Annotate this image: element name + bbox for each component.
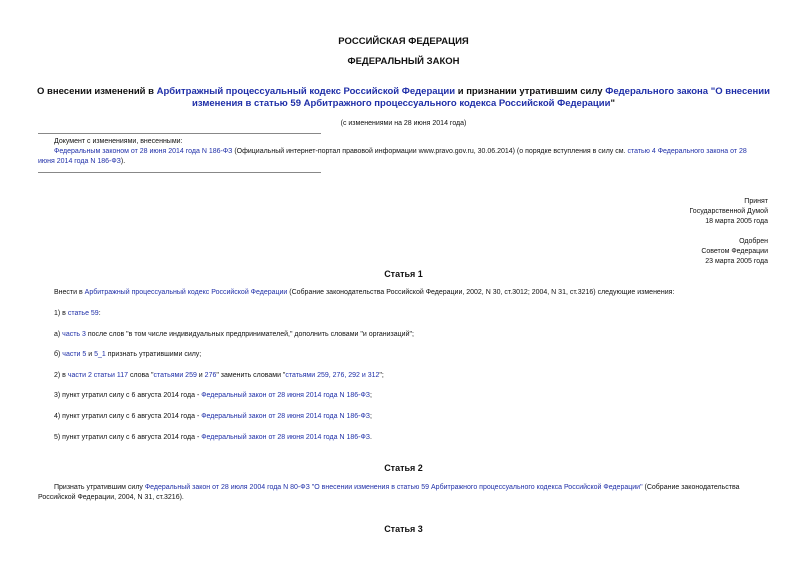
a1-item-1 xyxy=(54,309,101,319)
a1-intro-text-a: Внести в xyxy=(54,289,85,296)
article-2-heading: Статья 2 xyxy=(384,463,423,473)
approved-label: Одобрен xyxy=(739,238,768,245)
a1-item-5-text-b: . xyxy=(370,434,372,441)
a1-item-a xyxy=(54,330,414,340)
changes-link-article4-part1[interactable]: статью 4 Федерального закона от 28 xyxy=(627,148,747,155)
a1-item-2-link-1[interactable]: части 2 статьи 117 xyxy=(67,372,129,379)
article-1-heading: Статья 1 xyxy=(384,269,423,279)
a1-intro-text-b: (Собрание законодательства Российской Федерации, 2002, N 30, ст.3012; 2004, N 31, ст.3216) следующие изменения: xyxy=(287,289,675,296)
a1-item-2-link-2[interactable]: статьями 259 xyxy=(153,372,197,379)
title-text-2: и признании утратившим силу xyxy=(455,86,606,97)
title-text-1: О внесении изменений в xyxy=(37,86,157,97)
article-1-intro xyxy=(54,288,774,298)
country-heading: РОССИЙСКАЯ ФЕДЕРАЦИЯ xyxy=(338,36,469,47)
changes-heading: Документ с изменениями, внесенными: xyxy=(54,138,183,145)
changes-text-1: (Официальный интернет-портал правовой информации www.pravo.gov.ru, 30.06.2014) (о порядке вступления в силу см. xyxy=(232,148,628,155)
a1-item-a-link[interactable]: часть 3 xyxy=(62,331,86,338)
a1-item-1-text-b: : xyxy=(98,310,101,317)
divider-top xyxy=(38,133,321,134)
a1-item-b-text-a: б) xyxy=(54,351,63,358)
a1-item-4-link[interactable]: Федеральный закон от 28 июня 2014 года N 186-ФЗ xyxy=(201,413,371,420)
a1-item-4-text-a: 4) пункт утратил силу с 6 августа 2014 года - xyxy=(54,413,202,420)
a1-item-3-text-b: ; xyxy=(370,392,372,399)
title-link-fz-part2[interactable]: изменения в статью 59 Арбитражного процессуального кодекса Российской Федерации xyxy=(192,98,611,109)
title-link-apk[interactable]: Арбитражный процессуальный кодекс Российской Федерации xyxy=(156,86,456,97)
edition-note: (с изменениями на 28 июня 2014 года) xyxy=(340,120,467,127)
a2-text-c: Российской Федерации, 2004, N 31, ст.3216). xyxy=(38,494,184,501)
a1-item-5 xyxy=(54,433,372,443)
law-type-heading: ФЕДЕРАЛЬНЫЙ ЗАКОН xyxy=(347,56,460,67)
adopted-label: Принят xyxy=(744,198,768,205)
a1-item-4-text-b: ; xyxy=(370,413,372,420)
changes-link-186fz[interactable]: Федеральным законом от 28 июня 2014 года N 186-ФЗ xyxy=(54,148,233,155)
a1-item-b-text-b: признать утратившими силу; xyxy=(105,351,202,358)
a1-item-2-link-4[interactable]: статьями 259, 276, 292 и 312 xyxy=(285,372,380,379)
a1-item-a-text-a: а) xyxy=(54,331,63,338)
a1-item-1-text-a: 1) в xyxy=(54,310,68,317)
changes-text-2: ). xyxy=(120,158,126,165)
a1-item-3 xyxy=(54,391,372,401)
a1-item-2-text-e: "; xyxy=(379,372,384,379)
changes-link-article4-part2[interactable]: июня 2014 года N 186-ФЗ xyxy=(38,158,121,165)
a1-item-4 xyxy=(54,412,372,422)
approved-date: 23 марта 2005 года xyxy=(705,258,768,265)
a1-intro-link-apk[interactable]: Арбитражный процессуальный кодекс Российской Федерации xyxy=(84,289,288,296)
approved-by: Советом Федерации xyxy=(701,248,768,255)
a1-item-b-text-mid: и xyxy=(86,351,95,358)
adoption-block xyxy=(500,197,768,267)
a1-item-3-text-a: 3) пункт утратил силу с 6 августа 2014 года - xyxy=(54,392,202,399)
a1-item-5-link[interactable]: Федеральный закон от 28 июня 2014 года N 186-ФЗ xyxy=(201,434,371,441)
a1-item-5-text-a: 5) пункт утратил силу с 6 августа 2014 года - xyxy=(54,434,202,441)
a1-item-2-text-a: 2) в xyxy=(54,372,68,379)
a2-link-80fz[interactable]: Федеральный закон от 28 июля 2004 года N 80-ФЗ "О внесении изменения в статью 59 Арбитражного процессуального кодекса Российской Федерации" xyxy=(144,484,643,491)
adopted-date: 18 марта 2005 года xyxy=(705,218,768,225)
article-3-heading: Статья 3 xyxy=(384,524,423,534)
a1-item-b-link-1[interactable]: части 5 xyxy=(62,351,87,358)
a1-item-b xyxy=(54,350,201,360)
a1-item-1-link[interactable]: статье 59 xyxy=(67,310,99,317)
title-link-fz-part1[interactable]: Федерального закона "О внесении xyxy=(605,86,770,97)
a1-item-2-text-b: слова " xyxy=(128,372,154,379)
changes-text xyxy=(38,147,772,167)
a1-item-2-text-c: и xyxy=(196,372,205,379)
title-text-3: " xyxy=(610,98,615,109)
law-title xyxy=(0,86,807,110)
adopted-by: Государственной Думой xyxy=(689,208,768,215)
a2-text-a: Признать утратившим силу xyxy=(54,484,145,491)
a1-item-2-text-d: " заменить словами " xyxy=(216,372,286,379)
a1-item-a-text-b: после слов "в том числе индивидуальных предпринимателей," дополнить словами "и организаций"; xyxy=(85,331,414,338)
a2-text-b: (Собрание законодательства xyxy=(642,484,740,491)
a1-item-2 xyxy=(54,371,384,381)
divider-bottom xyxy=(38,172,321,173)
a1-item-2-link-3[interactable]: 276 xyxy=(204,372,217,379)
a1-item-b-link-2[interactable]: 5_1 xyxy=(94,351,106,358)
a1-item-3-link[interactable]: Федеральный закон от 28 июня 2014 года N 186-ФЗ xyxy=(201,392,371,399)
article-2-text xyxy=(38,483,774,503)
